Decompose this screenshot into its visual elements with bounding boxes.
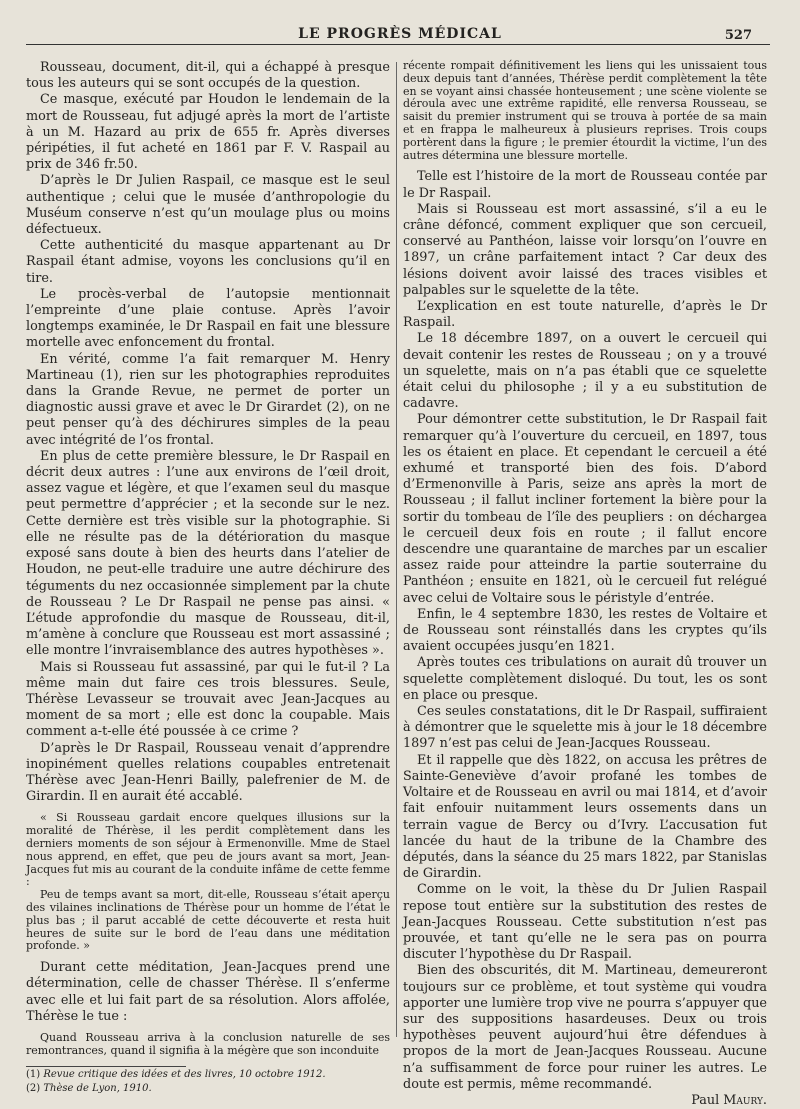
paragraph: D’après le Dr Julien Raspail, ce masque est le seul authentique ; celui que le musée d’anthropologie du Muséum conserve n’est qu’un moulage plus ou moins défectueux.: [26, 173, 390, 238]
footnote-text: Revue critique des idées et des livres, 10 octobre 1912.: [43, 1068, 326, 1080]
footnote: [26, 1083, 390, 1095]
paragraph: Enfin, le 4 septembre 1830, les restes de Voltaire et de Rousseau sont réinstallés dans les cryptes qu’ils avaient occupées jusqu’en 1821.: [403, 606, 767, 655]
paragraph: Mais si Rousseau est mort assassiné, s’il a eu le crâne défoncé, comment expliquer que son cercueil, conservé au Panthéon, laisse voir lorsqu’on l’ouvre en 1897, un crâne parfaitement intact ? Car deux des lésions doivent avoir laissé des traces visibles et palpables sur le squelette de la tête.: [403, 201, 767, 298]
paragraph: En plus de cette première blessure, le Dr Raspail en décrit deux autres : l’une aux environs de l’œil droit, assez vague et légère, et que l’examen seul du masque peut permettre d’apprécier ; et la seconde sur le nez. Cette dernière est très visible sur la photographie. Si elle ne résulte pas de la détérioration du masque exposé sans doute à bien des heurts dans l’atelier de Houdon, ne peut-elle traduire une autre déchirure des téguments du nez occasionnée simplement par la chute de Rousseau ? Le Dr Raspail ne pense pas ainsi. « L’étude approfondie du masque de Rousseau, dit-il, m’amène à conclure que Rousseau est mort assassiné ; elle montre l’invraisemblance des autres hypothèses ».: [26, 448, 390, 659]
paragraph: Le 18 décembre 1897, on a ouvert le cercueil qui devait contenir les restes de Rousseau ; on y a trouvé un squelette, mais on n’a pas établi que ce squelette était celui du philosophe ; il y a eu substitution de cadavre.: [403, 331, 767, 412]
paragraph: Bien des obscurités, dit M. Martineau, demeureront toujours sur ce problème, et tout système qui voudra apporter une lumière trop vive ne pourra s’appuyer que sur des suppositions hasardeuses. Deux ou trois hypothèses peuvent aujourd’hui être défendues à propos de la mort de Jean-Jacques Rousseau. Aucune n’a suffisamment de force pour ruiner les autres. Le doute est permis, même recommandé.: [403, 963, 768, 1092]
paragraph: Le procès-verbal de l’autopsie mentionnait l’empreinte d’une plaie contuse. Après l’avoir longtemps examinée, le Dr Raspail en fait une blessure mortelle avec enfoncement du frontal.: [26, 286, 390, 351]
author-first-name: Paul: [691, 1092, 720, 1108]
footnote: [26, 1069, 390, 1081]
journal-title: LE PROGRÈS MÉDICAL: [298, 26, 502, 42]
right-column: [403, 60, 767, 1109]
paragraph: Cette authenticité du masque appartenant au Dr Raspail étant admise, voyons les conclusions qu’il en tire.: [26, 238, 390, 286]
paragraph: Telle est l’histoire de la mort de Rousseau contée par le Dr Raspail.: [403, 169, 767, 201]
paragraph: Et il rappelle que dès 1822, on accusa les prêtres de Sainte-Geneviève d’avoir profané les tombes de Voltaire et de Rousseau en avril ou mai 1814, et d’avoir fait enfouir nuitamment leurs ossements dans un terrain vague de Bercy ou d’Ivry. L’accusation fut lancée du haut de la tribune de la Chambre des députés, dans la séance du 25 mars 1822, par Stanislas de Girardin.: [403, 752, 767, 882]
paragraph: L’explication en est toute naturelle, d’après le Dr Raspail.: [403, 299, 767, 331]
quote-paragraph: Quand Rousseau arriva à la conclusion naturelle de ses remontrances, quand il signifia à la mégère que son inconduite: [26, 1030, 390, 1057]
footnote-number: (1): [26, 1068, 41, 1080]
paragraph: Mais si Rousseau fut assassiné, par qui le fut-il ? La même main dut faire ces trois blessures. Seule, Thérèse Levasseur se trouvait avec Jean-Jacques au moment de sa mort ; elle est donc la coupable. Mais comment a-t-elle été poussée à ce crime ?: [26, 659, 390, 740]
footnote-text: Thèse de Lyon, 1910.: [43, 1082, 152, 1094]
left-column: [26, 60, 390, 1095]
column-divider: [396, 62, 397, 1037]
paragraph: Comme on le voit, la thèse du Dr Julien Raspail repose tout entière sur la substitution des restes de Jean-Jacques Rousseau. Cette substitution n’est pas prouvée, et tant qu’elle ne le sera pas on pourra discuter l’hypothèse du Dr Raspail.: [403, 882, 767, 963]
footnote-number: (2): [26, 1082, 41, 1094]
quote-paragraph: récente rompait définitivement les liens qui les unissaient tous deux depuis tant d’années, Thérèse perdit complètement la tête en se voyant ainsi chassée honteusement ; une scène violente se déroula avec une extrême rapidité, elle renversa Rousseau, se saisit du premier instrument qui se trouva à portée de sa main et en frappa le malheureux à plusieurs reprises. Trois coups portèrent dans la figure ; le premier étourdit la victime, l’un des autres détermina une blessure mortelle.: [403, 59, 767, 162]
running-header: [0, 18, 800, 46]
header-rule: [26, 44, 770, 45]
paragraph: Ces seules constatations, dit le Dr Raspail, suffiraient à démontrer que le squelette mis à jour le 18 décembre 1897 n’est pas celui de Jean-Jacques Rousseau.: [403, 704, 767, 752]
paragraph: Ce masque, exécuté par Houdon le lendemain de la mort de Rousseau, fut adjugé après la mort de l’artiste à un M. Hazard au prix de 655 fr. Après diverses péripéties, il fut acheté en 1861 par F. V. Raspail au prix de 346 fr.50.: [26, 92, 390, 173]
page-number: 527: [724, 28, 752, 43]
author-signature: [403, 1093, 767, 1109]
paragraph: D’après le Dr Raspail, Rousseau venait d’apprendre inopinément quelles relations coupables entretenait Thérèse avec Jean-Henri Bailly, palefrenier de M. de Girardin. Il en aurait été accablé.: [26, 740, 390, 805]
paragraph: Rousseau, document, dit-il, qui a échappé à presque tous les auteurs qui se sont occupés de la question.: [26, 60, 390, 92]
footnote-rule: [26, 1066, 186, 1067]
paragraph: Pour démontrer cette substitution, le Dr Raspail fait remarquer qu’à l’ouverture du cercueil, en 1897, tous les os étaient en place. Et cependant le cercueil a été exhumé et transporté bien des fois. D’abord d’Ermenonville à Paris, seize ans après la mort de Rousseau ; il fallut incliner fortement la bière pour la sortir du tombeau de l’île des peupliers : on déchargea le cercueil deux fois en route ; il fallut encore descendre une quarantaine de marches par un escalier assez raide pour atteindre la partie souterraine du Panthéon ; ensuite en 1821, où le cercueil fut relégué avec celui de Voltaire sous le péristyle d’entrée.: [403, 412, 767, 606]
paragraph: Durant cette méditation, Jean-Jacques prend une détermination, celle de chasser Thérèse. Il s’enferme avec elle et lui fait part de sa résolution. Alors affolée, Thérèse le tue :: [26, 960, 390, 1024]
paragraph: Après toutes ces tribulations on aurait dû trouver un squelette complètement disloqué. Du tout, les os sont en place ou presque.: [403, 655, 767, 703]
paragraph: En vérité, comme l’a fait remarquer M. Henry Martineau (1), rien sur les photographies reproduites dans la Grande Revue, ne permet de porter un diagnostic aussi grave et avec le Dr Girardet (2), on ne peut penser qu’à des déchirures simples de la peau avec intégrité de l’os frontal.: [26, 351, 390, 448]
quote-paragraph: Peu de temps avant sa mort, dit-elle, Rousseau s’était aperçu des vilaines inclinations de Thérèse pour un homme de l’état le plus bas ; il parut accablé de cette découverte et resta huit heures de suite sur le bord de l’eau dans une méditation profonde. »: [26, 888, 390, 953]
author-last-name: Maury.: [723, 1092, 767, 1108]
quote-paragraph: « Si Rousseau gardait encore quelques illusions sur la moralité de Thérèse, il les perdit complètement dans les derniers moments de son séjour à Ermenonville. Mme de Stael nous apprend, en effet, que peu de jours avant sa mort, Jean-Jacques fut mis au courant de la conduite infâme de cette femme :: [26, 811, 390, 889]
